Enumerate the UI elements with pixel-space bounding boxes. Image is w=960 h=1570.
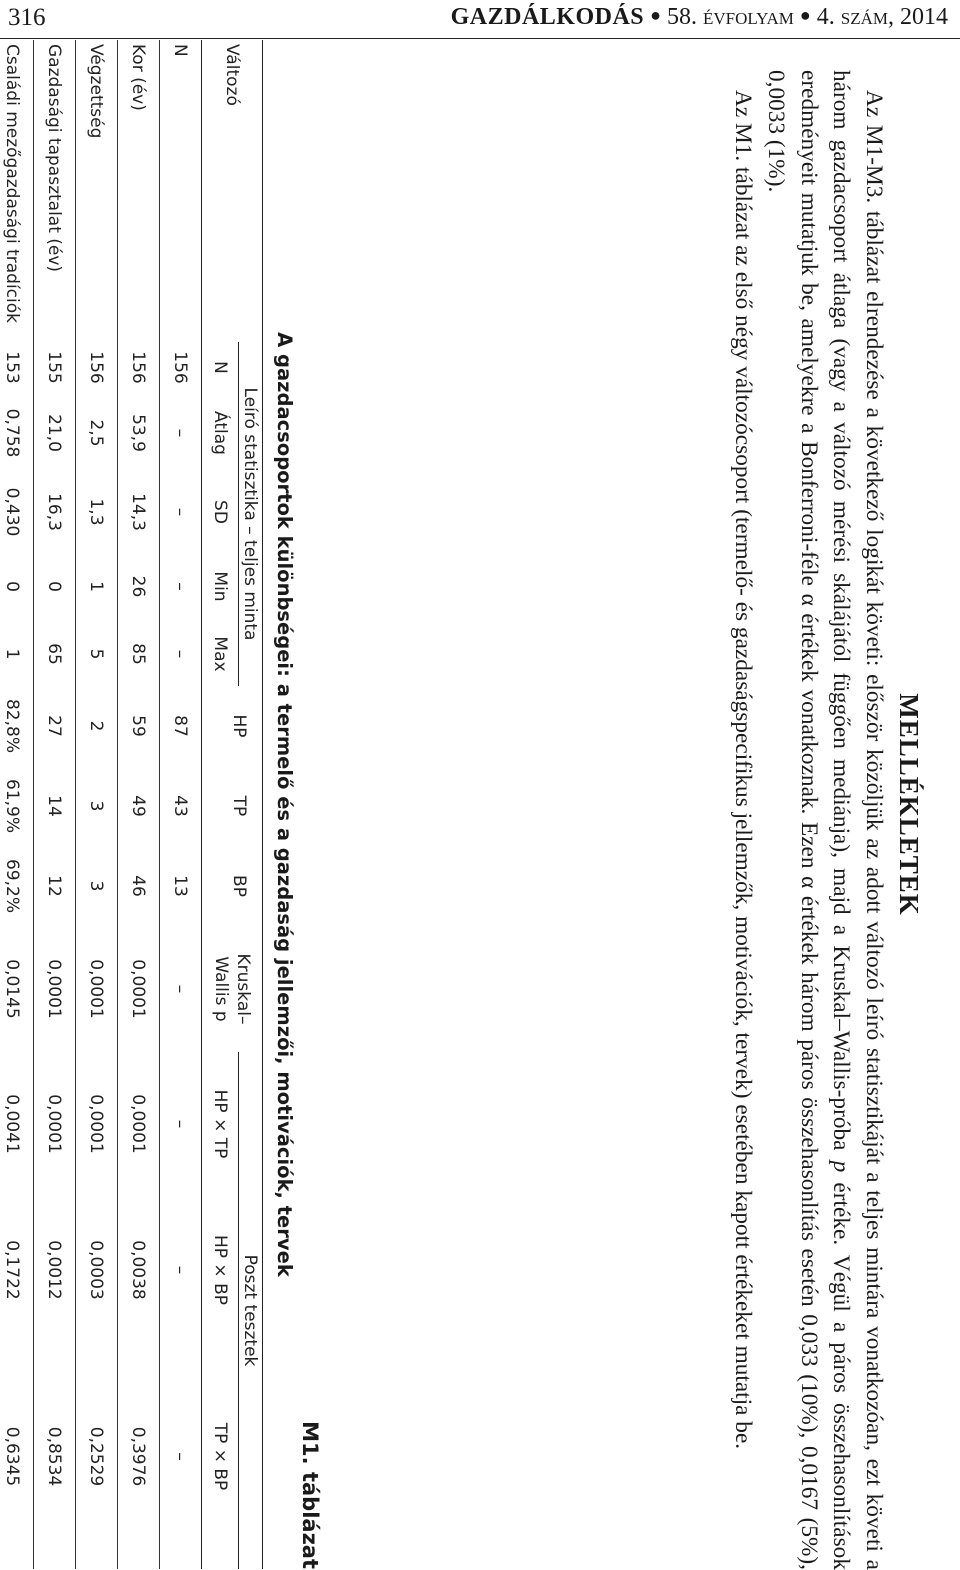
table-cell: 13	[170, 875, 191, 897]
table-cell: 0,2529	[86, 1426, 107, 1487]
rotated-page-content	[0, 40, 960, 1569]
data-table	[0, 40, 263, 1569]
table-cell: 59	[128, 715, 149, 737]
column-header-sd: SD	[210, 500, 230, 524]
volume-word: évfolyam	[703, 4, 794, 30]
table-cell: 61,9%	[2, 778, 23, 833]
table-cell: –	[170, 428, 191, 438]
table-caption: A gazdacsoportok különbségei: a termelő és a gazdaság jellemzői, motivációk, tervek	[273, 332, 296, 1277]
table-cell: 0,430	[2, 487, 23, 537]
column-header-min: Min	[210, 571, 230, 602]
section-title: MELLÉKLETEK	[894, 693, 924, 916]
column-header-tp-bp: TP × BP	[210, 1422, 230, 1491]
table-cell: 0,0038	[128, 1240, 149, 1300]
table-cell: 0,0001	[128, 959, 149, 1019]
table-cell: 156	[86, 351, 107, 384]
column-group-descriptive: Leíró statisztika – teljes minta	[239, 342, 263, 686]
row-label: Gazdasági tapasztalat (év)	[44, 44, 65, 273]
running-header	[0, 0, 960, 44]
row-label: Végzettség	[86, 44, 107, 139]
table-cell: 0,0001	[86, 1094, 107, 1154]
table-cell: 5	[86, 648, 107, 660]
table-cell: 156	[128, 351, 149, 384]
table-row	[76, 40, 118, 1569]
bullet-separator: ●	[799, 5, 811, 25]
volume-number: 58.	[667, 4, 698, 30]
table-row	[160, 40, 202, 1569]
table-cell: 156	[170, 351, 191, 384]
table-cell: 85	[128, 643, 149, 665]
table-cell: 0,0001	[44, 1094, 65, 1154]
table-row	[0, 40, 34, 1569]
table-cell: 3	[86, 800, 107, 812]
intro-paragraph-2: Az M1. táblázat az első négy változócsoport (termelő- és gazdaságspecifikus jellemzők, motivációk, tervek) esetében kapott értékeket mutatja be.	[730, 90, 757, 1450]
table-cell: 0	[2, 581, 23, 592]
table-cell: 0,0003	[86, 1240, 107, 1300]
table-row	[118, 40, 160, 1569]
table-cell: 14,3	[128, 493, 149, 531]
column-header-hp-bp: HP × BP	[210, 1234, 230, 1305]
column-header-variable: Változó	[222, 44, 242, 106]
issue-word: szám,	[840, 4, 894, 30]
table-cell: 2,5	[86, 419, 107, 447]
header-row-groups	[239, 40, 263, 1569]
table-cell: 0,6345	[2, 1426, 23, 1487]
table-cell: 0,8534	[44, 1426, 65, 1487]
issue-number: 4.	[816, 4, 835, 30]
table-cell: 16,3	[44, 493, 65, 531]
table-cell: 0,0012	[44, 1240, 65, 1300]
table-label: M1. táblázat	[298, 1421, 322, 1569]
column-header-hp: HP	[229, 714, 249, 738]
intro-paragraph-1: Az M1-M3. táblázat elrendezése a következő logikát követi: először közöljük az adott változó leíró statisztikáját a teljes mintára vonatkozóan, ezt követi a három gazdacsoport átlaga (vagy a változó mérési skálájától függően mediánja), majd a Kruskal–Wallis-próba p értéke. Végül a páros összehasonlítások eredményeit mutatjuk be, amelyekre a Bonferroni-féle α értékek vonatkoznak. Ezen α értékek három páros összehasonlítás esetén 0,033 (10%), 0,0167 (5%), 0,0033 (1%).	[762, 70, 887, 1570]
table-cell: 1	[86, 581, 107, 592]
bullet-separator: ●	[650, 5, 662, 25]
table-cell: 0,0001	[128, 1094, 149, 1154]
journal-name: GAZDÁLKODÁS	[450, 4, 645, 30]
table-cell: –	[170, 1265, 191, 1275]
table-cell: 155	[44, 351, 65, 384]
table-cell: –	[170, 507, 191, 517]
row-label: N	[170, 44, 191, 57]
table-cell: 2	[86, 720, 107, 732]
table-cell: 0,758	[2, 408, 23, 458]
journal-reference	[451, 4, 948, 31]
table-cell: 43	[170, 795, 191, 817]
row-label: Családi mezőgazdasági tradíciók	[2, 44, 23, 323]
table-cell: 65	[44, 643, 65, 665]
intro-text	[726, 70, 890, 1570]
table-cell: 46	[128, 875, 149, 897]
column-header-n: N	[210, 361, 230, 374]
page-number: 316	[8, 4, 46, 31]
column-header-mean: Átlag	[210, 411, 230, 455]
table-cell: 49	[128, 795, 149, 817]
table-cell: 26	[128, 575, 149, 598]
table-cell: 153	[2, 351, 23, 384]
table-cell: –	[170, 1452, 191, 1461]
table-cell: 27	[44, 715, 65, 737]
column-group-post-tests: Poszt tesztek	[239, 1052, 263, 1569]
table-cell: 0,3976	[128, 1426, 149, 1487]
column-header-hp-tp: HP × TP	[210, 1089, 230, 1159]
table-cell: 21,0	[44, 414, 65, 452]
table-cell: 87	[170, 715, 191, 737]
table-cell: 12	[44, 875, 65, 897]
table-cell: 1,3	[86, 498, 107, 526]
row-label: Kor (év)	[128, 44, 149, 111]
table-cell: 0,0001	[44, 959, 65, 1019]
table-cell: 0	[44, 581, 65, 592]
table-cell: 0,0001	[86, 959, 107, 1019]
table-cell: –	[170, 1119, 191, 1129]
table-body	[0, 40, 202, 1569]
table-cell: 0,1722	[2, 1240, 23, 1300]
table-cell: 0,0041	[2, 1094, 23, 1154]
table-cell: 69,2%	[2, 858, 23, 913]
table-cell: 82,8%	[2, 698, 23, 753]
column-header-bp: BP	[229, 875, 249, 897]
table-row	[34, 40, 76, 1569]
table-cell: 1	[2, 648, 23, 660]
column-header-max: Max	[210, 636, 230, 672]
table-cell: 53,9	[128, 414, 149, 452]
table-cell: 14	[44, 795, 65, 817]
table-cell: –	[170, 582, 191, 591]
table-cell: 3	[86, 880, 107, 892]
table-cell: 0,0145	[2, 959, 23, 1019]
column-header-tp: TP	[229, 795, 249, 817]
table-cell: –	[170, 649, 191, 659]
header-rule	[0, 38, 960, 39]
table-cell: –	[170, 984, 191, 994]
year: 2014	[900, 4, 948, 30]
column-header-kruskal-wallis: Kruskal–Wallis p	[211, 953, 253, 1025]
